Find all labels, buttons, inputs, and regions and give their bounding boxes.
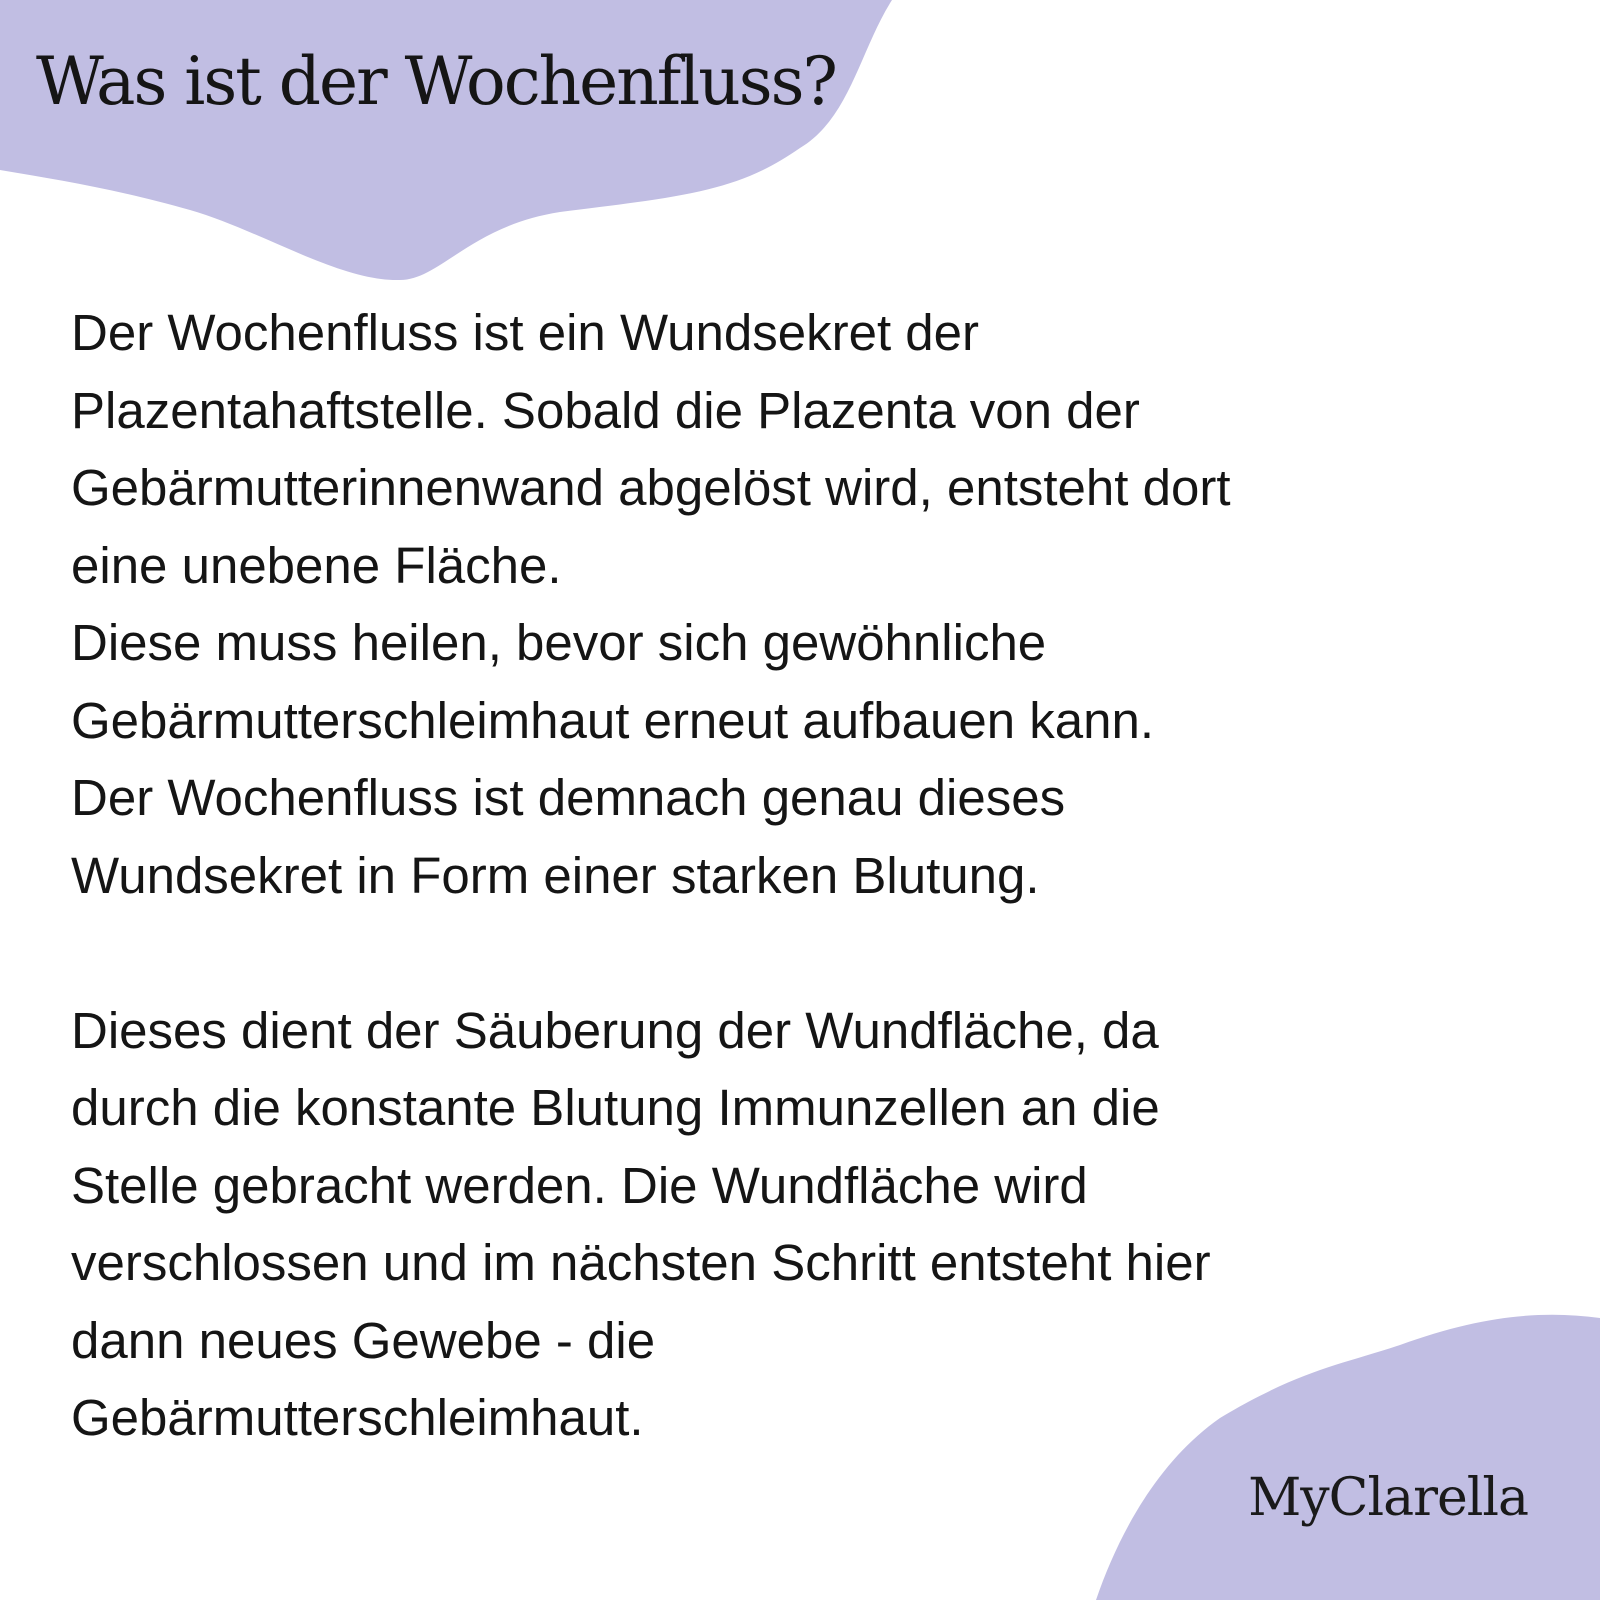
text-line: Stelle gebracht werden. Die Wundfläche wird — [71, 1156, 1088, 1214]
text-line: verschlossen und im nächsten Schritt entsteht hier — [71, 1234, 1211, 1291]
text-line: Diese muss heilen, bevor sich gewöhnliche — [71, 614, 1047, 671]
page-title: Was ist der Wochenfluss? — [36, 43, 836, 120]
text-line: durch die konstante Blutung Immunzellen an die — [71, 1079, 1160, 1136]
text-line: Gebärmutterinnenwand abgelöst wird, entsteht dort — [71, 459, 1231, 516]
top-left-blob — [0, 0, 892, 280]
paragraph-2 — [71, 992, 1561, 1457]
text-line: Wundsekret in Form einer starken Blutung. — [71, 846, 1040, 904]
paragraph-1 — [71, 294, 1561, 914]
text-line: Plazentahaftstelle. Sobald die Plazenta von der — [71, 381, 1140, 439]
text-line: Der Wochenfluss ist demnach genau dieses — [71, 769, 1066, 826]
paragraph-spacer — [71, 914, 1561, 992]
text-line: eine unebene Fläche. — [71, 536, 562, 594]
text-line: Der Wochenfluss ist ein Wundsekret der — [71, 304, 980, 361]
text-line: Dieses dient der Säuberung der Wundfläche, da — [71, 1001, 1159, 1059]
text-line: Gebärmutterschleimhaut. — [71, 1389, 644, 1446]
text-line: Gebärmutterschleimhaut erneut aufbauen kann. — [71, 691, 1155, 749]
brand-logo: MyClarella — [1248, 1468, 1528, 1528]
body-text — [71, 294, 1561, 1457]
text-line: dann neues Gewebe - die — [71, 1311, 656, 1369]
